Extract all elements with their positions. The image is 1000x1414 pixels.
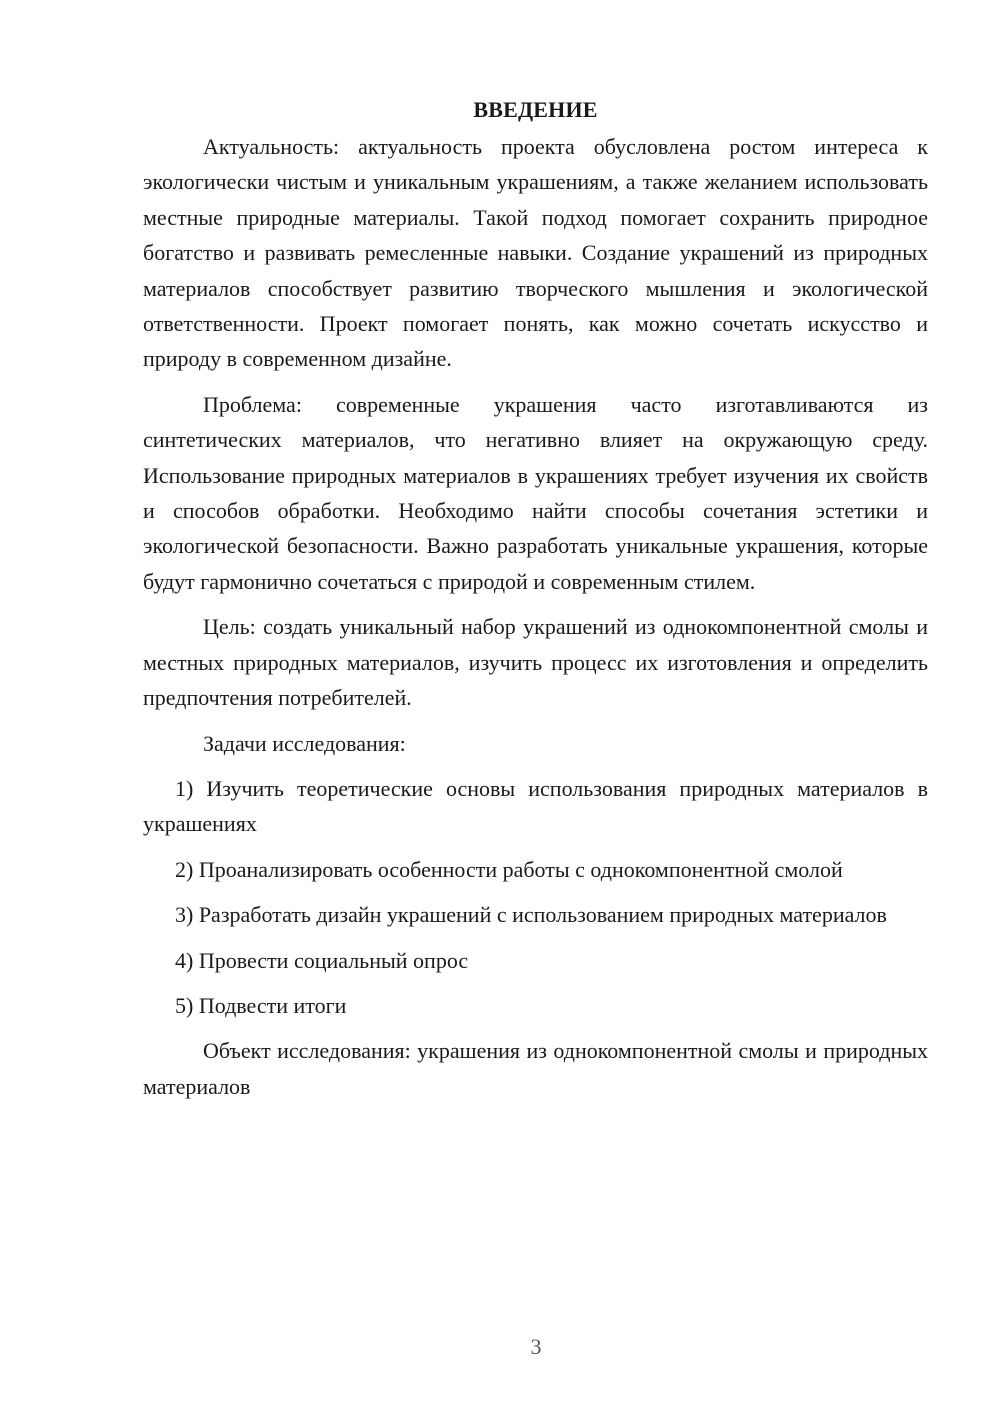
section-title: ВВЕДЕНИЕ: [473, 97, 598, 122]
relevance-paragraph: Актуальность: актуальность проекта обусловлена ростом интереса к экологически чистым и уникальным украшениям, а также желанием использовать местные природные материалы. Такой подход помогает сохранить природное богатство и развивать ремесленные навыки. Создание украшений из природных материалов способствует развитию творческого мышления и экологической ответственности. Проект помогает понять, как можно сочетать искусство и природу в современном дизайне.: [143, 134, 928, 372]
task-item: 3) Разработать дизайн украшений с использованием природных материалов: [175, 902, 887, 928]
tasks-list: [143, 771, 928, 1023]
tasks-heading: Задачи исследования:: [203, 730, 406, 756]
task-item: 2) Проанализировать особенности работы с однокомпонентной смолой: [175, 856, 843, 882]
task-item: 4) Провести социальный опрос: [175, 947, 469, 973]
page-number: 3: [530, 1334, 542, 1359]
task-item: 1) Изучить теоретические основы использования природных материалов в украшениях: [143, 775, 928, 837]
document-page: [143, 95, 928, 1114]
goal-paragraph: Цель: создать уникальный набор украшений из однокомпонентной смолы и местных природных материалов, изучить процесс их изготовления и определить предпочтения потребителей.: [143, 614, 928, 711]
object-paragraph: Объект исследования: украшения из однокомпонентной смолы и природных материалов: [143, 1038, 928, 1099]
problem-paragraph: Проблема: современные украшения часто изготавливаются из синтетических материалов, что негативно влияет на окружающую среду. Использование природных материалов в украшениях требует изучения их свойств и способов обработки. Необходимо найти способы сочетания эстетики и экологической безопасности. Важно разработать уникальные украшения, которые будут гармонично сочетаться с природой и современным стилем.: [143, 391, 928, 594]
task-item: 5) Подвести итоги: [175, 992, 347, 1018]
